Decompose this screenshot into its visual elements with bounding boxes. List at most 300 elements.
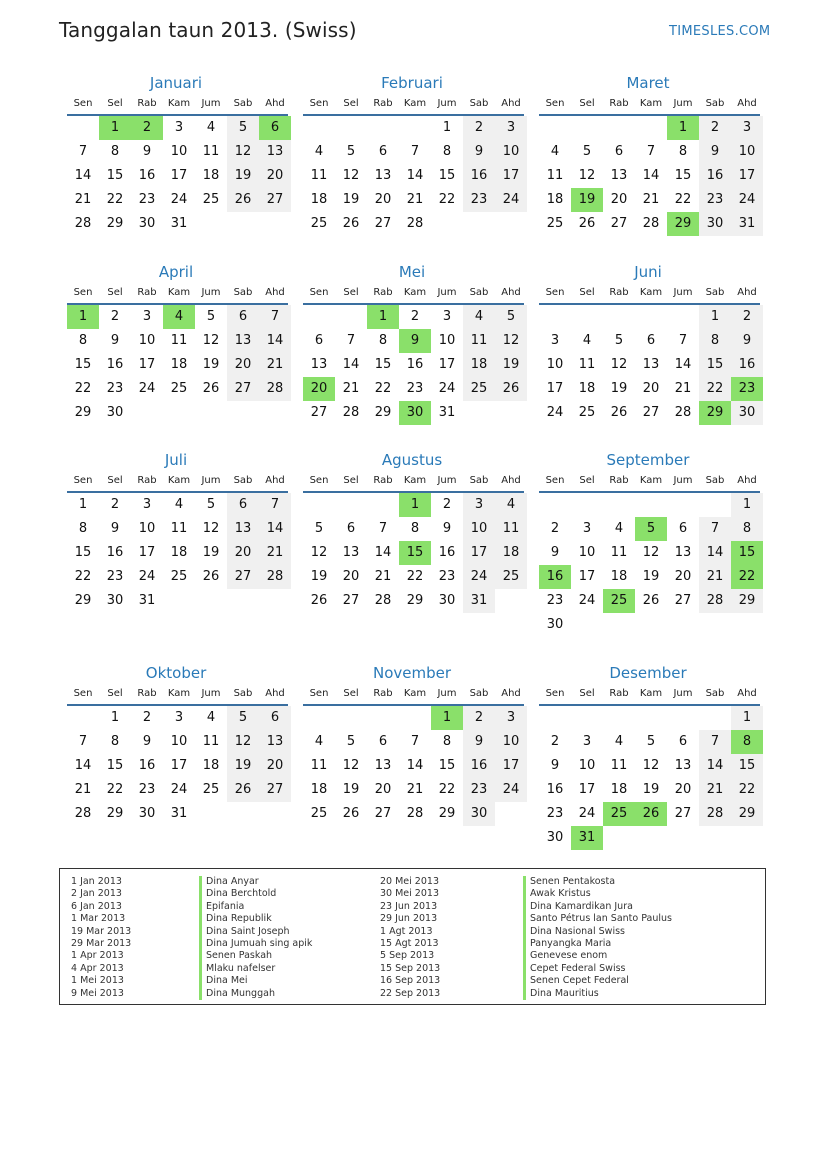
day-cell: 5	[206, 497, 216, 512]
day-cell: 8	[410, 521, 420, 536]
legend-holiday-name: Dina Munggah	[199, 988, 312, 1000]
weekday-label: Rab	[609, 287, 629, 298]
day-grid	[67, 305, 288, 425]
weekday-label: Sab	[233, 688, 253, 699]
day-cell: 17	[463, 541, 495, 565]
day-cell: 27	[674, 806, 692, 821]
day-cell: 3	[582, 734, 592, 749]
weekday-label: Ahd	[265, 287, 285, 298]
day-cell: 4	[582, 333, 592, 348]
day-cell: 4	[206, 710, 216, 725]
day-cell: 29	[731, 802, 763, 826]
day-cell: 31	[170, 216, 188, 231]
day-cell: 13	[674, 545, 692, 560]
legend-holiday-date: 4 Apr 2013	[71, 962, 124, 974]
day-cell: 12	[202, 521, 220, 536]
weekday-label: Sab	[705, 287, 725, 298]
day-cell: 3	[463, 493, 495, 517]
empty-cell	[635, 305, 667, 329]
day-cell: 16	[138, 758, 156, 773]
day-cell: 26	[610, 405, 628, 420]
legend-holiday-date: 16 Sep 2013	[380, 975, 441, 987]
weekday-header	[303, 283, 524, 305]
weekday-label: Sen	[73, 287, 93, 298]
day-cell: 22	[106, 782, 124, 797]
legend-holiday-date: 2 Jan 2013	[71, 888, 122, 900]
day-cell: 6	[314, 333, 324, 348]
day-cell: 19	[642, 569, 660, 584]
weekday-label: Sel	[579, 475, 595, 486]
day-cell: 23	[463, 188, 495, 212]
day-cell: 9	[110, 521, 120, 536]
day-cell: 14	[342, 357, 360, 372]
day-cell: 15	[438, 168, 456, 183]
day-cell: 4	[550, 144, 560, 159]
day-cell: 10	[495, 140, 527, 164]
day-cell: 5	[346, 734, 356, 749]
day-cell: 2	[731, 305, 763, 329]
day-cell: 25	[578, 405, 596, 420]
day-cell: 28	[699, 589, 731, 613]
day-cell: 31	[463, 589, 495, 613]
day-cell: 16	[438, 545, 456, 560]
day-cell: 24	[495, 188, 527, 212]
day-cell: 19	[342, 192, 360, 207]
day-cell: 18	[170, 357, 188, 372]
day-cell: 6	[678, 734, 688, 749]
day-cell: 7	[410, 144, 420, 159]
day-cell: 22	[699, 377, 731, 401]
day-cell: 18	[610, 569, 628, 584]
legend-holiday-date: 1 Jan 2013	[71, 876, 122, 887]
day-cell: 23	[546, 593, 564, 608]
holiday-day-cell: 26	[635, 802, 667, 826]
weekday-header	[539, 94, 760, 116]
weekday-label: Sab	[705, 688, 725, 699]
empty-cell	[335, 493, 367, 517]
day-cell: 1	[731, 706, 763, 730]
weekday-label: Jum	[201, 475, 221, 486]
day-cell: 7	[78, 734, 88, 749]
day-cell: 14	[699, 541, 731, 565]
day-cell: 5	[346, 144, 356, 159]
day-cell: 17	[546, 381, 564, 396]
weekday-label: Ahd	[737, 98, 757, 109]
day-cell: 26	[342, 216, 360, 231]
day-cell: 30	[138, 216, 156, 231]
day-cell: 22	[674, 192, 692, 207]
day-cell: 17	[138, 357, 156, 372]
weekday-header	[539, 283, 760, 305]
weekday-label: Sel	[343, 98, 359, 109]
holiday-day-cell: 23	[731, 377, 763, 401]
day-cell: 11	[495, 517, 527, 541]
day-cell: 3	[582, 521, 592, 536]
weekday-label: Sab	[233, 475, 253, 486]
empty-cell	[635, 706, 667, 730]
day-cell: 31	[731, 212, 763, 236]
empty-cell	[603, 305, 635, 329]
day-cell: 14	[259, 329, 291, 353]
empty-cell	[539, 493, 571, 517]
legend-holiday-name: Dina Republik	[199, 913, 312, 925]
day-cell: 2	[442, 497, 452, 512]
day-cell: 6	[614, 144, 624, 159]
day-cell: 14	[674, 357, 692, 372]
day-cell: 6	[227, 493, 259, 517]
day-cell: 25	[202, 782, 220, 797]
brand-link[interactable]: TIMESLES.COM	[669, 24, 771, 39]
day-cell: 19	[202, 545, 220, 560]
month-april	[64, 261, 288, 425]
day-cell: 10	[463, 517, 495, 541]
day-cell: 11	[170, 333, 188, 348]
day-cell: 4	[314, 144, 324, 159]
weekday-label: Ahd	[737, 475, 757, 486]
holiday-day-cell: 30	[399, 401, 431, 425]
day-cell: 20	[674, 569, 692, 584]
weekday-label: Rab	[373, 287, 393, 298]
month-agustus	[300, 449, 524, 613]
month-oktober	[64, 662, 288, 826]
day-cell: 28	[699, 802, 731, 826]
day-cell: 27	[227, 377, 259, 401]
day-cell: 22	[731, 778, 763, 802]
weekday-label: Kam	[639, 475, 663, 486]
day-cell: 18	[578, 381, 596, 396]
day-cell: 23	[138, 782, 156, 797]
day-cell: 19	[642, 782, 660, 797]
day-cell: 28	[374, 593, 392, 608]
day-cell: 14	[259, 517, 291, 541]
day-cell: 29	[74, 593, 92, 608]
weekday-label: Sen	[545, 688, 565, 699]
day-cell: 27	[310, 405, 328, 420]
day-cell: 27	[259, 188, 291, 212]
day-cell: 26	[342, 806, 360, 821]
day-cell: 14	[74, 168, 92, 183]
empty-cell	[539, 706, 571, 730]
weekday-label: Ahd	[501, 287, 521, 298]
legend-holiday-name: Mlaku nafelser	[199, 963, 312, 975]
weekday-label: Sen	[545, 475, 565, 486]
legend-holiday-date: 15 Sep 2013	[380, 962, 441, 974]
day-cell: 7	[699, 517, 731, 541]
weekday-label: Rab	[373, 98, 393, 109]
day-cell: 25	[463, 377, 495, 401]
day-cell: 30	[699, 212, 731, 236]
day-cell: 3	[142, 309, 152, 324]
month-name: Mei	[398, 263, 426, 281]
day-cell: 20	[374, 192, 392, 207]
day-cell: 30	[438, 593, 456, 608]
day-cell: 15	[699, 353, 731, 377]
day-cell: 27	[642, 405, 660, 420]
weekday-label: Kam	[167, 98, 191, 109]
holiday-day-cell: 9	[399, 329, 431, 353]
day-cell: 9	[463, 140, 495, 164]
day-cell: 18	[170, 545, 188, 560]
day-cell: 10	[170, 734, 188, 749]
day-cell: 10	[438, 333, 456, 348]
day-grid	[539, 706, 760, 850]
day-cell: 24	[495, 778, 527, 802]
holiday-day-cell: 2	[131, 116, 163, 140]
day-cell: 7	[78, 144, 88, 159]
day-cell: 29	[406, 593, 424, 608]
weekday-label: Jum	[201, 287, 221, 298]
day-cell: 4	[463, 305, 495, 329]
day-cell: 20	[374, 782, 392, 797]
day-cell: 4	[206, 120, 216, 135]
day-cell: 20	[610, 192, 628, 207]
day-cell: 27	[374, 216, 392, 231]
month-januari	[64, 72, 288, 236]
day-cell: 26	[642, 593, 660, 608]
day-cell: 11	[310, 168, 328, 183]
day-cell: 24	[731, 188, 763, 212]
day-cell: 21	[259, 353, 291, 377]
legend-holiday-date: 22 Sep 2013	[380, 987, 441, 999]
holiday-day-cell: 29	[667, 212, 699, 236]
weekday-label: Sel	[579, 98, 595, 109]
day-cell: 17	[731, 164, 763, 188]
day-cell: 28	[259, 377, 291, 401]
weekday-label: Sab	[469, 287, 489, 298]
weekday-label: Kam	[403, 98, 427, 109]
day-cell: 29	[106, 806, 124, 821]
empty-cell	[335, 116, 367, 140]
legend-holiday-name: Dina Nasional Swiss	[523, 926, 672, 938]
day-cell: 11	[202, 144, 220, 159]
legend-holiday-date: 15 Agt 2013	[380, 937, 439, 949]
day-cell: 30	[546, 830, 564, 845]
weekday-label: Jum	[437, 287, 457, 298]
day-cell: 3	[442, 309, 452, 324]
day-cell: 16	[463, 754, 495, 778]
day-cell: 3	[174, 120, 184, 135]
weekday-label: Sen	[309, 475, 329, 486]
day-cell: 31	[170, 806, 188, 821]
month-name: Desember	[609, 664, 687, 682]
day-cell: 5	[495, 305, 527, 329]
day-cell: 29	[74, 405, 92, 420]
legend-holiday-name: Dina Berchtold	[199, 888, 312, 900]
holiday-day-cell: 15	[399, 541, 431, 565]
weekday-label: Jum	[673, 688, 693, 699]
legend-dates-right	[380, 876, 440, 1000]
day-cell: 20	[259, 164, 291, 188]
day-cell: 15	[74, 545, 92, 560]
day-cell: 28	[259, 565, 291, 589]
day-cell: 9	[550, 758, 560, 773]
day-cell: 26	[310, 593, 328, 608]
day-cell: 16	[731, 353, 763, 377]
empty-cell	[67, 706, 99, 730]
empty-cell	[335, 305, 367, 329]
legend-holiday-date: 1 Apr 2013	[71, 950, 124, 962]
weekday-header	[539, 471, 760, 493]
day-cell: 12	[642, 545, 660, 560]
weekday-label: Sel	[343, 475, 359, 486]
day-cell: 16	[546, 782, 564, 797]
day-cell: 9	[110, 333, 120, 348]
day-cell: 11	[610, 758, 628, 773]
day-cell: 4	[614, 734, 624, 749]
weekday-label: Ahd	[501, 475, 521, 486]
day-cell: 18	[202, 758, 220, 773]
empty-cell	[367, 706, 399, 730]
day-cell: 3	[495, 706, 527, 730]
empty-cell	[303, 305, 335, 329]
day-cell: 23	[463, 778, 495, 802]
day-cell: 22	[74, 381, 92, 396]
legend-holiday-date: 30 Mei 2013	[380, 888, 439, 900]
day-cell: 16	[138, 168, 156, 183]
legend-holiday-name: Dina Mauritius	[523, 988, 672, 1000]
day-cell: 30	[138, 806, 156, 821]
empty-cell	[303, 706, 335, 730]
weekday-label: Sen	[73, 688, 93, 699]
day-cell: 2	[463, 706, 495, 730]
holiday-legend	[59, 868, 766, 1005]
day-cell: 18	[463, 353, 495, 377]
empty-cell	[571, 116, 603, 140]
day-cell: 8	[678, 144, 688, 159]
legend-holiday-name: Dina Kamardikan Jura	[523, 901, 672, 913]
legend-holiday-date: 23 Jun 2013	[380, 900, 438, 912]
day-grid	[303, 116, 524, 236]
empty-cell	[367, 493, 399, 517]
month-juni	[536, 261, 760, 425]
legend-holiday-name: Panyangka Maria	[523, 938, 672, 950]
legend-holiday-date: 29 Jun 2013	[380, 913, 438, 925]
weekday-label: Jum	[201, 688, 221, 699]
day-cell: 27	[374, 806, 392, 821]
weekday-label: Sab	[705, 98, 725, 109]
day-cell: 28	[74, 806, 92, 821]
day-cell: 28	[642, 216, 660, 231]
weekday-label: Sen	[545, 287, 565, 298]
day-cell: 8	[699, 329, 731, 353]
day-cell: 15	[74, 357, 92, 372]
holiday-day-cell: 22	[731, 565, 763, 589]
day-cell: 5	[646, 734, 656, 749]
day-cell: 26	[578, 216, 596, 231]
day-cell: 6	[378, 144, 388, 159]
weekday-label: Jum	[437, 688, 457, 699]
day-cell: 18	[310, 192, 328, 207]
empty-cell	[539, 305, 571, 329]
day-cell: 22	[106, 192, 124, 207]
day-cell: 23	[138, 192, 156, 207]
weekday-label: Sen	[73, 475, 93, 486]
day-cell: 13	[310, 357, 328, 372]
day-cell: 15	[438, 758, 456, 773]
day-cell: 2	[110, 309, 120, 324]
day-cell: 9	[731, 329, 763, 353]
day-cell: 30	[731, 401, 763, 425]
empty-cell	[699, 706, 731, 730]
weekday-header	[539, 684, 760, 706]
legend-holiday-date: 1 Mei 2013	[71, 975, 124, 987]
weekday-label: Sab	[233, 98, 253, 109]
empty-cell	[399, 706, 431, 730]
empty-cell	[335, 706, 367, 730]
empty-cell	[603, 706, 635, 730]
day-cell: 8	[378, 333, 388, 348]
weekday-label: Sen	[309, 287, 329, 298]
day-cell: 10	[138, 333, 156, 348]
day-cell: 21	[699, 565, 731, 589]
day-cell: 13	[259, 140, 291, 164]
legend-holiday-name: Senen Paskah	[199, 950, 312, 962]
day-cell: 10	[578, 545, 596, 560]
day-cell: 5	[227, 116, 259, 140]
day-cell: 11	[463, 329, 495, 353]
weekday-label: Sel	[107, 688, 123, 699]
legend-names-left	[199, 876, 312, 1000]
day-cell: 12	[310, 545, 328, 560]
day-cell: 24	[546, 405, 564, 420]
day-cell: 25	[202, 192, 220, 207]
day-cell: 31	[438, 405, 456, 420]
day-cell: 6	[678, 521, 688, 536]
weekday-label: Sen	[545, 98, 565, 109]
legend-holiday-name: Epifania	[199, 901, 312, 913]
day-cell: 23	[106, 381, 124, 396]
month-name: Juni	[634, 263, 662, 281]
day-cell: 14	[699, 754, 731, 778]
day-cell: 5	[582, 144, 592, 159]
empty-cell	[303, 116, 335, 140]
day-cell: 14	[406, 758, 424, 773]
day-cell: 25	[310, 216, 328, 231]
day-cell: 10	[731, 140, 763, 164]
day-cell: 8	[78, 521, 88, 536]
day-cell: 11	[170, 521, 188, 536]
weekday-label: Kam	[167, 475, 191, 486]
weekday-label: Ahd	[265, 475, 285, 486]
day-cell: 11	[202, 734, 220, 749]
weekday-label: Jum	[673, 287, 693, 298]
legend-holiday-name: Dina Jumuah sing apik	[199, 938, 312, 950]
day-cell: 13	[642, 357, 660, 372]
day-cell: 9	[442, 521, 452, 536]
weekday-label: Sen	[309, 98, 329, 109]
day-cell: 1	[731, 493, 763, 517]
day-cell: 4	[495, 493, 527, 517]
day-cell: 11	[578, 357, 596, 372]
weekday-label: Rab	[609, 98, 629, 109]
month-desember	[536, 662, 760, 850]
weekday-label: Kam	[403, 287, 427, 298]
day-cell: 14	[642, 168, 660, 183]
day-cell: 1	[699, 305, 731, 329]
empty-cell	[67, 116, 99, 140]
weekday-label: Sab	[469, 688, 489, 699]
day-cell: 12	[227, 730, 259, 754]
day-cell: 16	[463, 164, 495, 188]
day-cell: 28	[674, 405, 692, 420]
day-cell: 29	[374, 405, 392, 420]
day-cell: 15	[106, 168, 124, 183]
holiday-day-cell: 4	[163, 305, 195, 329]
day-cell: 21	[374, 569, 392, 584]
day-cell: 7	[410, 734, 420, 749]
weekday-label: Kam	[639, 688, 663, 699]
weekday-label: Sen	[73, 98, 93, 109]
